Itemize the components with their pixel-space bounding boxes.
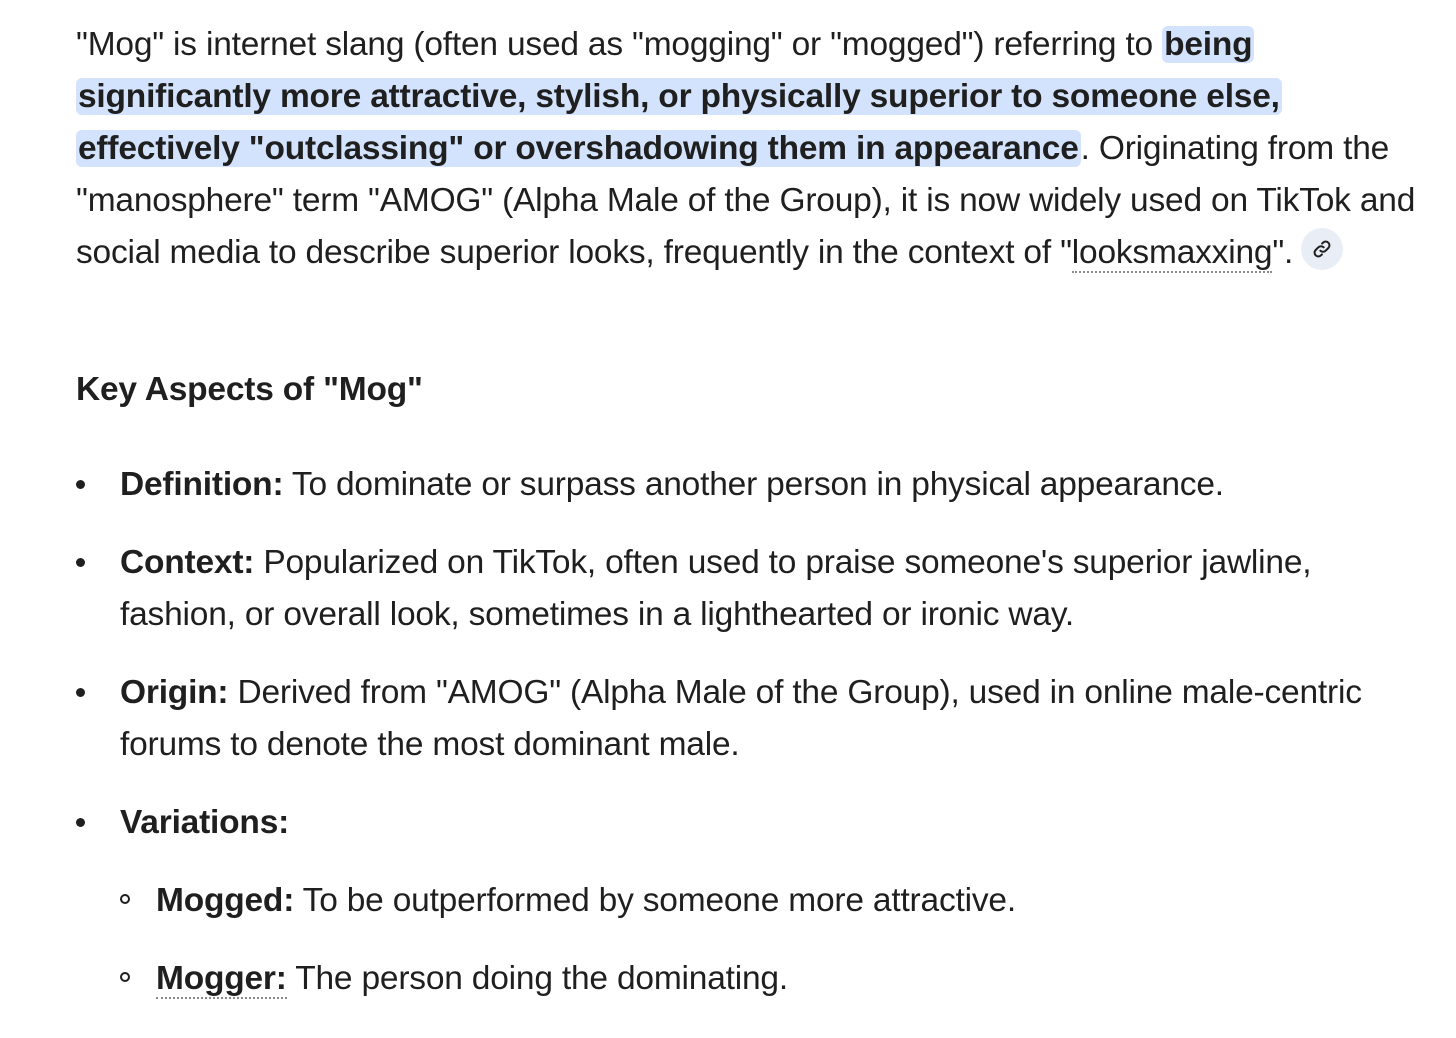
bullet-icon — [76, 480, 85, 489]
variations-sublist — [120, 875, 1416, 1005]
aspect-label: Context: — [120, 544, 255, 581]
intro-text-end: ". — [1272, 234, 1294, 271]
highlighted-definition[interactable]: being significantly more attractive, stylish, or physically superior to someone else, effectively "outclassing" or overshadowing them in appearance — [78, 26, 1280, 167]
list-item-definition — [76, 459, 1416, 511]
aspect-text: Derived from "AMOG" (Alpha Male of the Group), used in online male-centric forums to denote the most dominant male. — [120, 674, 1362, 763]
list-item-context — [76, 537, 1416, 641]
aspect-text: Popularized on TikTok, often used to praise someone's superior jawline, fashion, or overall look, sometimes in a lighthearted or ironic way. — [120, 544, 1312, 633]
aspect-text: To dominate or surpass another person in physical appearance. — [283, 466, 1224, 503]
sublist-item-mogged — [120, 875, 1416, 927]
variation-text: To be outperformed by someone more attractive. — [294, 882, 1016, 919]
bullet-icon — [76, 558, 85, 567]
response-content — [76, 19, 1416, 997]
aspect-label: Definition: — [120, 466, 284, 503]
aspect-label: Variations: — [120, 804, 290, 841]
intro-text-before: "Mog" is internet slang (often used as "mogging" or "mogged") referring to — [76, 26, 1163, 63]
sublist-item-mogger — [120, 953, 1416, 1005]
list-item-variations — [76, 797, 1416, 1005]
citation-link-button[interactable] — [1301, 228, 1343, 270]
aspect-label: Origin: — [120, 674, 229, 711]
mogger-term-link[interactable]: Mogger: — [156, 960, 287, 997]
bullet-icon — [76, 818, 85, 827]
hollow-bullet-icon — [120, 972, 130, 982]
aspects-list — [76, 459, 1416, 1031]
list-item-origin — [76, 667, 1416, 771]
section-heading: Key Aspects of "Mog" — [76, 371, 423, 408]
link-icon — [1312, 239, 1332, 259]
hollow-bullet-icon — [120, 894, 130, 904]
variation-text: The person doing the dominating. — [286, 960, 788, 997]
intro-text-after: . Originating from the "manosphere" term "AMOG" (Alpha Male of the Group), it is now widely used on TikTok and social media to describe superior looks, frequently in the context of " — [76, 130, 1416, 271]
bullet-icon — [76, 688, 85, 697]
variation-label: Mogged: — [156, 882, 295, 919]
intro-paragraph — [76, 19, 1416, 279]
looksmaxxing-term-link[interactable]: looksmaxxing — [1071, 234, 1273, 271]
